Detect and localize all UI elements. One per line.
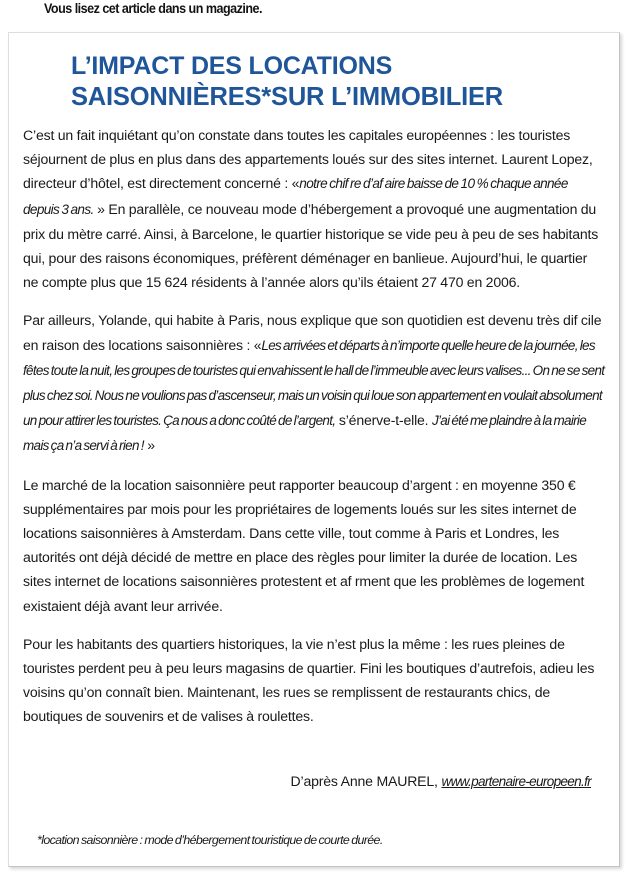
attribution-author: D’après Anne MAUREL, — [290, 772, 442, 789]
paragraph-4 — [23, 632, 605, 729]
text-run: Par ailleurs, Yolande, qui habite à Paris, nous explique que son quotidien est devenu très dif cile en raison des locations saisonnières : « — [23, 312, 602, 353]
attribution-url-link[interactable]: www.partenaire-europeen.fr — [441, 773, 591, 789]
quoted-text-run: notre chif re d’af aire baisse de 10 % chaque année depuis 3 ans. — [23, 176, 568, 217]
article-body — [9, 113, 619, 847]
quoted-text-run: J’ai été me plaindre à la mairie mais ça n’a servi à rien ! — [23, 413, 587, 454]
text-run: Le marché de la location saisonnière peut rapporter beaucoup d’argent : en moyenne 350 € supplémentaires par mois pour les propriétaires de logements loués sur les sites internet de locations saisonnières à Amsterdam. Dans cette ville, tout comme à Paris et Londres, les autorités ont déjà décidé de mettre en place des règles pour limiter la durée de location. Les sites internet de locations saisonnières protestent et af rment que les problèmes de logement existaient déjà avant leur arrivée. — [23, 476, 585, 614]
text-run: C’est un fait inquiétant qu’on constate dans toutes les capitales européennes : les touristes séjournent de plus en plus dans des appartements loués sur des sites internet. Laurent Lopez, directeur d’hôtel, est directement concerné : « — [23, 127, 593, 192]
article-frame — [8, 32, 620, 867]
text-run: » — [143, 437, 155, 454]
paragraph-2 — [23, 308, 605, 458]
article-footnote: *location saisonnière : mode d’hébergement touristique de courte durée. — [37, 832, 383, 847]
quoted-text-run: Les arrivées et départs à n’importe quelle heure de la journée, les fêtes toute la nuit, les groupes de touristes qui envahissent le hall de l’immeuble avec leurs valises... On ne se sent plus chez soi. Nous ne voulions pas d’ascenseur, mais un voisin qui loue son appartement en voulait absolument un pour attirer les touristes. Ça nous a donc coûté de l’argent, — [23, 337, 605, 429]
text-run: s’énerve-t-elle. — [335, 412, 432, 429]
article-title-line-2: SAISONNIÈRES*SUR L’IMMOBILIER — [71, 83, 503, 111]
article-title — [9, 51, 619, 113]
paragraph-1 — [23, 123, 605, 294]
text-run: Pour les habitants des quartiers historiques, la vie n’est plus la même : les rues pleines de touristes perdent peu à peu leurs magasins de quartier. Fini les boutiques d’autrefois, adieu les voisins qu’on connaît bien. Maintenant, les rues se remplissent de restaurants chics, de boutiques de souvenirs et de valises à roulettes. — [23, 635, 595, 725]
paragraph-list — [23, 123, 605, 729]
paragraph-3 — [23, 473, 605, 618]
article-attribution — [23, 773, 591, 789]
text-run: » En parallèle, ce nouveau mode d’hébergement a provoqué une augmentation du prix du mètre carré. Ainsi, à Barcelone, le quartier historique se vide peu à peu de ses habitants qui, pour des raisons économiques, préfèrent déménager en banlieue. Aujourd’hui, le quartier ne compte plus que 15 624 résidents à l’année alors qu’ils étaient 27 470 en 2006. — [23, 200, 599, 291]
article-title-line-1: L’IMPACT DES LOCATIONS — [71, 52, 393, 80]
reading-instruction: Vous lisez cet article dans un magazine. — [44, 1, 262, 16]
